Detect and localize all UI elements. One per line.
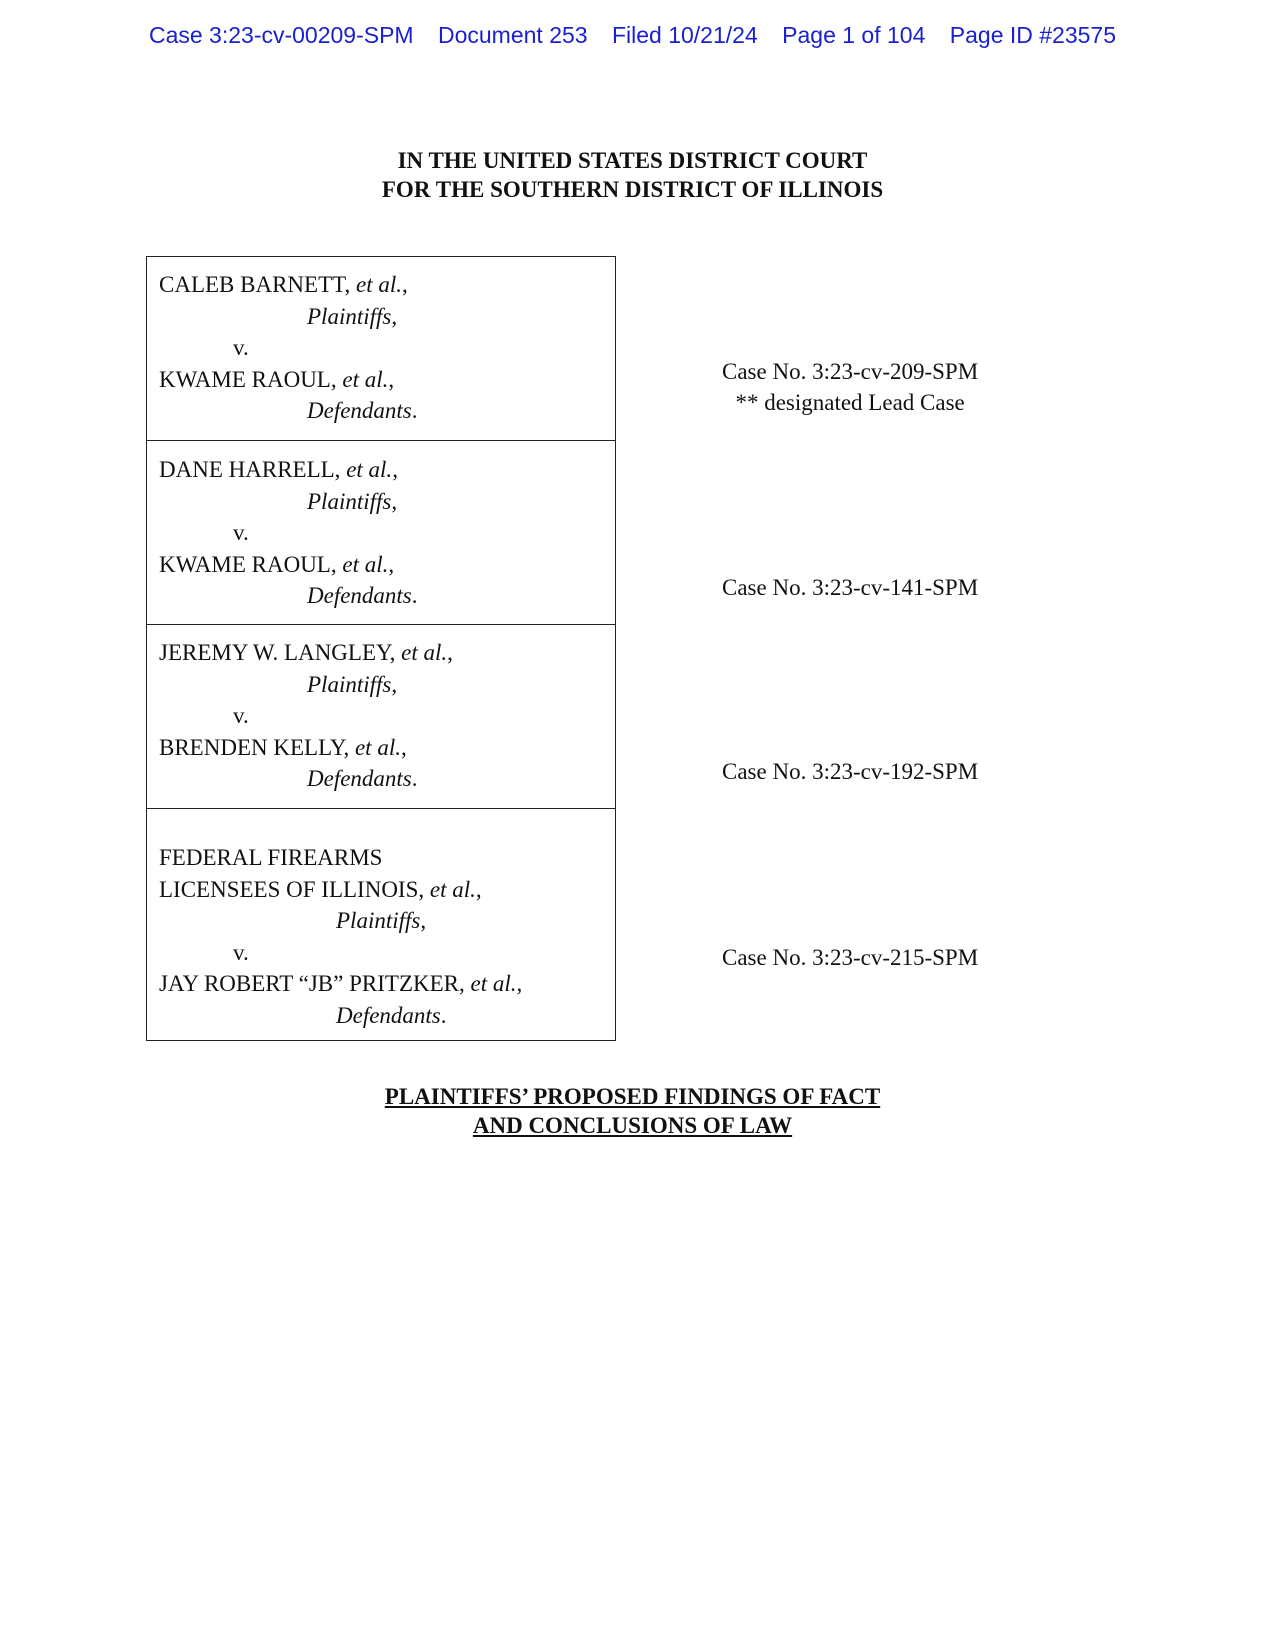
document-title-line-1: PLAINTIFFS’ PROPOSED FINDINGS OF FACT <box>384 1084 881 1109</box>
caption-block-langley: JEREMY W. LANGLEY, et al., Plaintiffs, v. BRENDEN KELLY, et al., Defendants. <box>147 625 615 809</box>
caption-block-barnett: CALEB BARNETT, et al., Plaintiffs, v. KWAME RAOUL, et al., Defendants. <box>147 257 615 441</box>
court-heading-line-2: FOR THE SOUTHERN DISTRICT OF ILLINOIS <box>381 177 884 202</box>
stamp-case-number: Case 3:23-cv-00209-SPM <box>148 22 414 48</box>
case-number-harrell <box>722 572 978 603</box>
defendant-role: Defendants <box>336 1002 441 1028</box>
plaintiff-name: LICENSEES OF ILLINOIS, <box>159 876 430 902</box>
stamp-filed-date: Filed 10/21/24 <box>611 22 758 48</box>
plaintiff-role: Plaintiffs <box>307 488 392 514</box>
stamp-page-id: Page ID #23575 <box>949 22 1117 48</box>
plaintiff-role: Plaintiffs <box>307 303 392 329</box>
case-number: Case No. 3:23-cv-209-SPM <box>722 359 979 384</box>
document-title-line-2: AND CONCLUSIONS OF LAW <box>472 1113 793 1138</box>
stamp-page-count: Page 1 of 104 <box>782 22 926 48</box>
versus: v. <box>233 335 249 360</box>
case-number-barnett <box>722 356 978 418</box>
versus: v. <box>233 703 249 728</box>
versus: v. <box>233 939 249 965</box>
plaintiff-name: CALEB BARNETT, <box>159 272 356 297</box>
ecf-header-stamp <box>0 22 1265 49</box>
stamp-document-number: Document 253 <box>437 22 588 48</box>
court-heading <box>0 146 1265 204</box>
case-number-ffl-illinois <box>722 942 978 973</box>
plaintiff-role: Plaintiffs <box>307 671 392 697</box>
defendant-name: BRENDEN KELLY, <box>159 734 355 760</box>
document-title <box>0 1082 1265 1140</box>
lead-case-note: ** designated Lead Case <box>735 390 965 415</box>
defendant-name: JAY ROBERT “JB” PRITZKER, <box>159 971 471 996</box>
caption-block-harrell: DANE HARRELL, et al., Plaintiffs, v. KWAME RAOUL, et al., Defendants. <box>147 441 615 625</box>
caption-block-ffl-illinois: FEDERAL FIREARMS LICENSEES OF ILLINOIS, et al., Plaintiffs, v. JAY ROBERT “JB” PRITZKER, et al., Defendants. <box>147 809 615 1041</box>
defendant-name: KWAME RAOUL, <box>159 551 343 577</box>
case-number: Case No. 3:23-cv-141-SPM <box>722 575 979 600</box>
case-caption-box <box>146 256 616 1041</box>
versus: v. <box>233 520 249 545</box>
plaintiff-name: DANE HARRELL, <box>159 457 347 482</box>
case-number: Case No. 3:23-cv-215-SPM <box>722 945 979 970</box>
case-number: Case No. 3:23-cv-192-SPM <box>722 759 979 784</box>
defendant-role: Defendants <box>307 766 412 791</box>
plaintiff-name: JEREMY W. LANGLEY, <box>159 640 402 665</box>
defendant-name: KWAME RAOUL, <box>159 366 343 392</box>
defendant-role: Defendants <box>307 583 412 608</box>
defendant-role: Defendants <box>307 398 412 423</box>
court-heading-line-1: IN THE UNITED STATES DISTRICT COURT <box>397 148 868 173</box>
case-number-langley <box>722 756 978 787</box>
plaintiff-name-line-1: FEDERAL FIREARMS <box>159 845 383 870</box>
plaintiff-role: Plaintiffs <box>336 908 421 933</box>
